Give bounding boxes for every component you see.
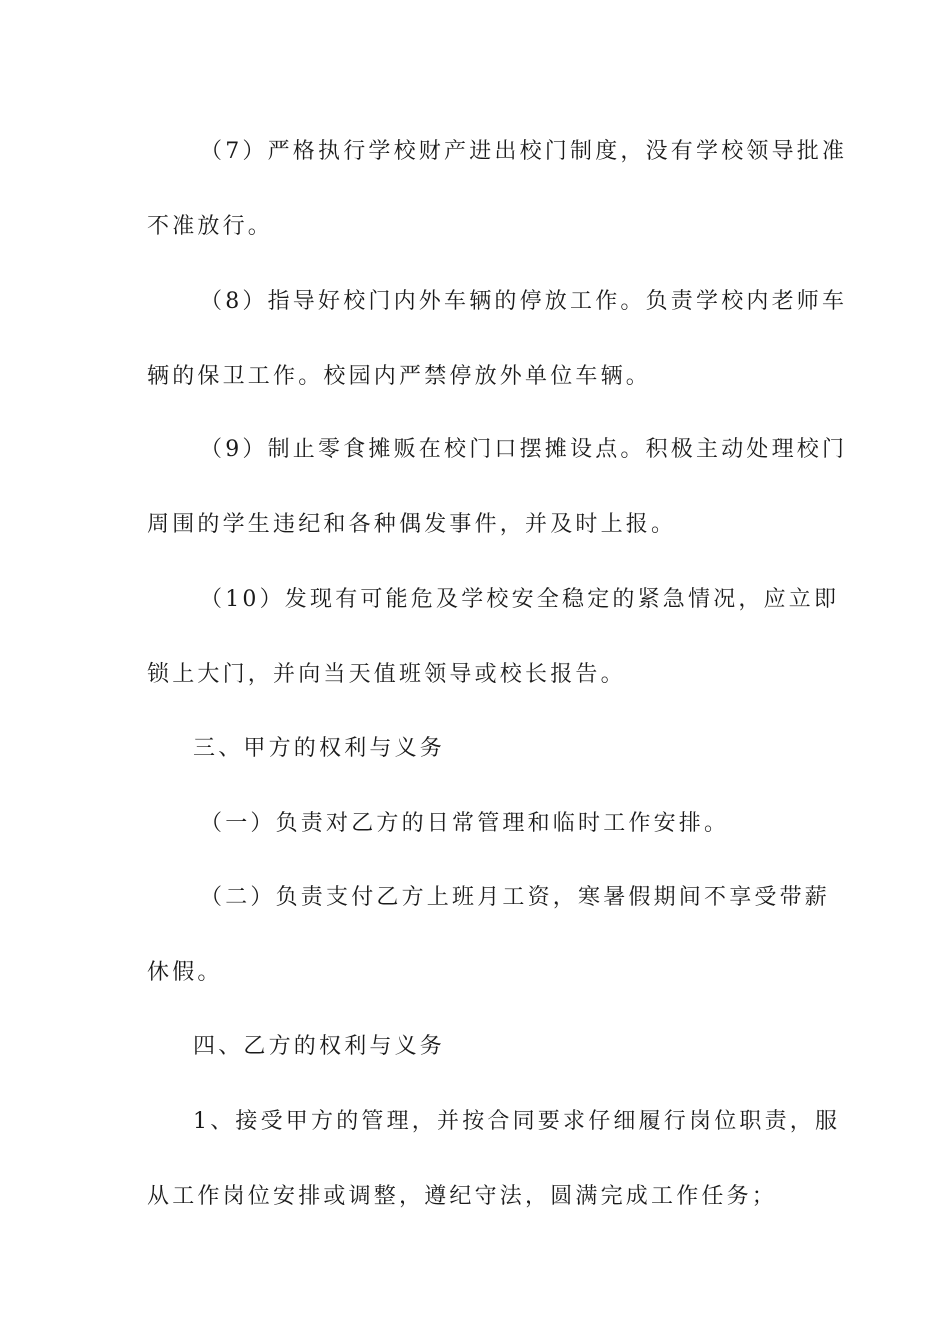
paragraph-item-7-line-2: 不准放行。 [147,214,274,239]
paragraph-item-9-line-2: 周围的学生违纪和各种偶发事件，并及时上报。 [147,512,677,537]
paragraph-party-a-2-line-2: 休假。 [147,960,223,985]
paragraph-item-8-line-2: 辆的保卫工作。校园内严禁停放外单位车辆。 [147,364,652,389]
paragraph-party-b-1-line-1: 1、接受甲方的管理，并按合同要求仔细履行岗位职责，服 [193,1109,841,1134]
paragraph-item-10-line-2: 锁上大门，并向当天值班领导或校长报告。 [147,662,626,687]
paragraph-party-a-1: （一）负责对乙方的日常管理和临时工作安排。 [200,811,730,836]
section-heading-party-a: 三、甲方的权利与义务 [193,736,446,761]
paragraph-party-b-1-line-2: 从工作岗位安排或调整，遵纪守法，圆满完成工作任务； [147,1184,778,1209]
section-heading-party-b: 四、乙方的权利与义务 [193,1034,446,1059]
paragraph-item-7-line-1: （7）严格执行学校财产进出校门制度，没有学校领导批准 [200,139,848,164]
paragraph-item-8-line-1: （8）指导好校门内外车辆的停放工作。负责学校内老师车 [200,289,848,314]
paragraph-party-a-2-line-1: （二）负责支付乙方上班月工资，寒暑假期间不享受带薪 [200,885,831,910]
paragraph-item-10-line-1: （10）发现有可能危及学校安全稳定的紧急情况，应立即 [200,587,840,612]
paragraph-item-9-line-1: （9）制止零食摊贩在校门口摆摊设点。积极主动处理校门 [200,437,848,462]
